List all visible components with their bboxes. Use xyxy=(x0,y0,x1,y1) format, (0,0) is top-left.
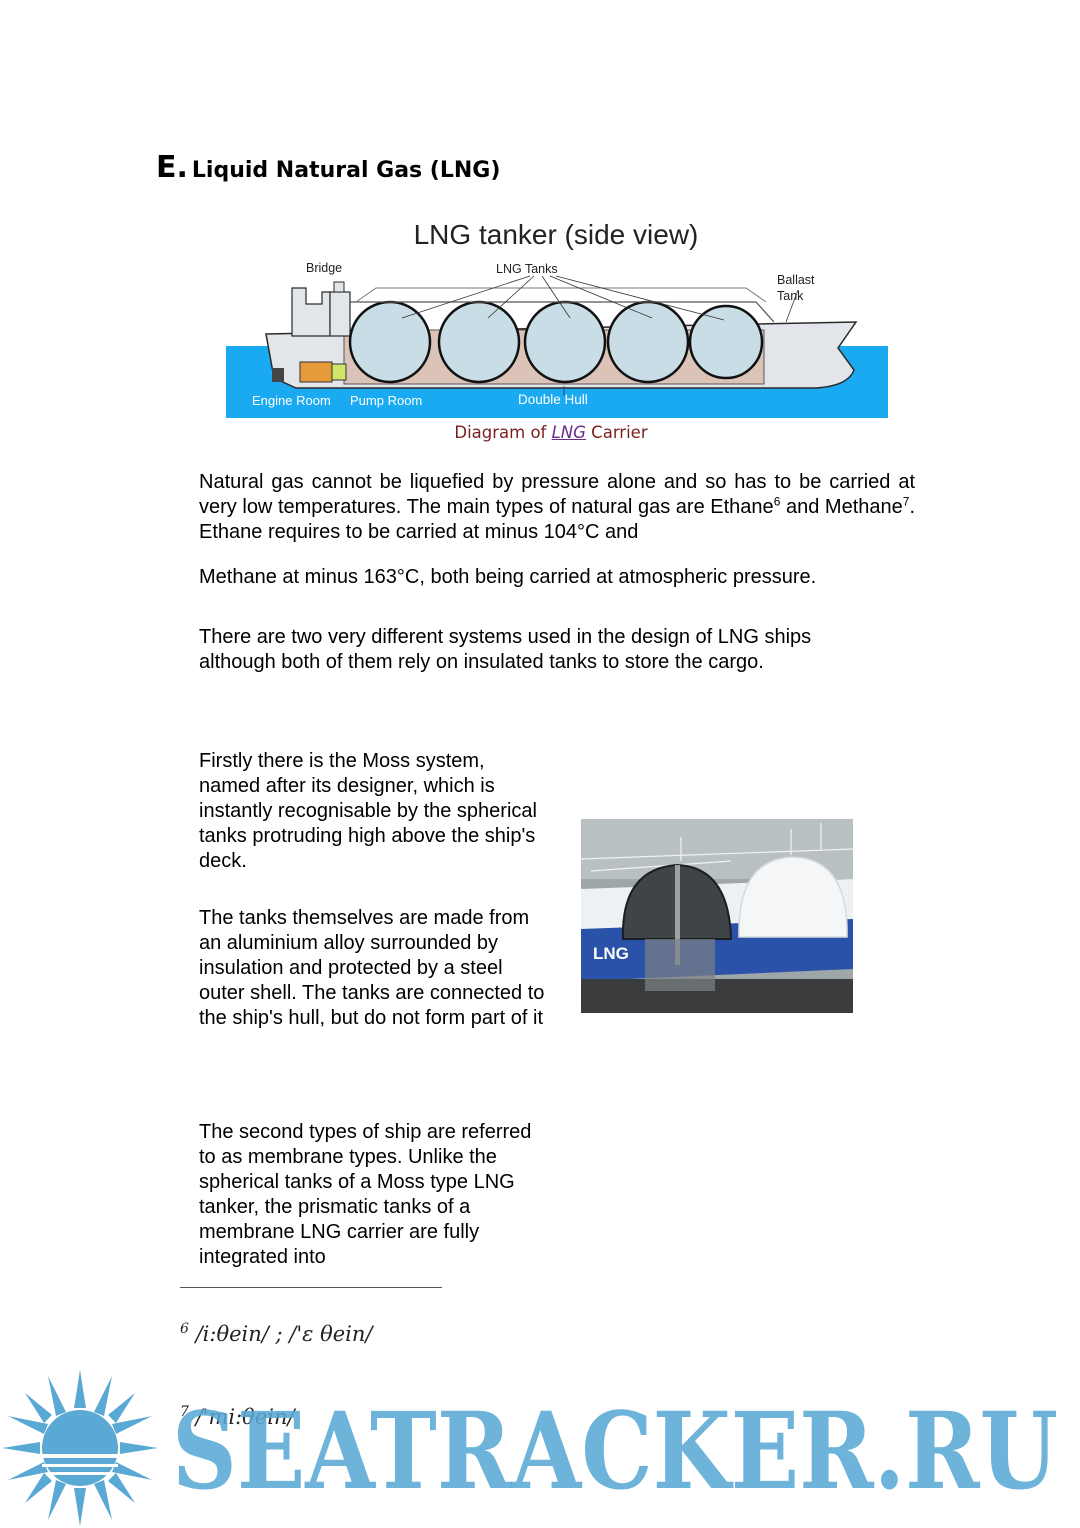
bridge-tower xyxy=(330,292,350,336)
label-engine-room: Engine Room xyxy=(252,393,331,408)
moss-tank-photo xyxy=(581,819,853,1013)
footnote-ref-6[interactable]: 6 xyxy=(773,494,781,509)
svg-text:SEATRACKER.RU: SEATRACKER.RU xyxy=(172,1396,1058,1496)
section-heading xyxy=(156,150,500,185)
label-ballast: Ballast xyxy=(777,273,815,287)
caption-prefix: Diagram of xyxy=(454,423,552,442)
section-title: Liquid Natural Gas (LNG) xyxy=(191,158,501,183)
footnote-6-text: /i:θein/ ; /'ε θein/ xyxy=(195,1322,373,1346)
footnote-6-number: 6 xyxy=(180,1321,189,1337)
footnote-7-number: 7 xyxy=(180,1404,189,1420)
engine-room-box xyxy=(300,362,332,382)
paragraph-natural-gas: Natural gas cannot be liquefied by pressure alone and so has to be carried at very low temperatures. The main types of natural gas are Ethane$^6$ and Methane$^7$. Ethane requires to be carried at minus 104°C and xyxy=(199,471,915,543)
label-tank: Tank xyxy=(777,289,804,303)
footnote-ref-7[interactable]: 7 xyxy=(902,494,910,509)
label-double-hull: Double Hull xyxy=(518,392,588,407)
paragraph-natural-gas-last-line: Methane at minus 163°C, both being carried at atmospheric pressure. xyxy=(199,566,817,588)
pump-room-box xyxy=(332,364,346,380)
watermark-sun-logo xyxy=(0,1368,160,1528)
model-hull-lng-text: LNG xyxy=(593,944,629,963)
label-bridge: Bridge xyxy=(306,261,343,275)
lng-tank-2 xyxy=(439,302,519,382)
label-pump-room: Pump Room xyxy=(350,393,423,408)
footnote-divider xyxy=(180,1287,442,1288)
caption-link-lng[interactable]: LNG xyxy=(551,423,586,442)
lng-tank-4 xyxy=(608,302,688,382)
paragraph-moss-system: Firstly there is the Moss system, named after its designer, which is instantly recognisable by the spherical tanks protruding high above the ship's deck. xyxy=(199,750,537,872)
diagram-caption xyxy=(226,423,876,442)
section-letter: E. xyxy=(156,150,188,185)
watermark-text xyxy=(172,1396,1062,1496)
lng-tank-5 xyxy=(690,306,762,378)
lng-tank-1 xyxy=(350,302,430,382)
paragraph-tank-material: The tanks themselves are made from an aluminium alloy surrounded by insulation and protected by a steel outer shell. The tanks are connected to the ship's hull, but do not form part of it xyxy=(199,907,545,1029)
label-lng-tanks: LNG Tanks xyxy=(496,262,558,276)
diagram-title: LNG tanker (side view) xyxy=(413,219,699,250)
caption-suffix: Carrier xyxy=(585,423,648,442)
paragraph-membrane-types: The second types of ship are referred to as membrane types. Unlike the spherical tanks of a Moss type LNG tanker, the prismatic tanks of a membrane LNG carrier are fully integrated into xyxy=(199,1121,532,1268)
paragraph-two-systems: There are two very different systems used in the design of LNG ships although both of them rely on insulated tanks to store the cargo. xyxy=(199,626,812,673)
lng-tank-3 xyxy=(525,302,605,382)
footnote-7-text: /'mi:θein/ xyxy=(195,1405,295,1429)
footnote-6 xyxy=(180,1322,372,1346)
lng-tanker-diagram xyxy=(226,200,888,418)
